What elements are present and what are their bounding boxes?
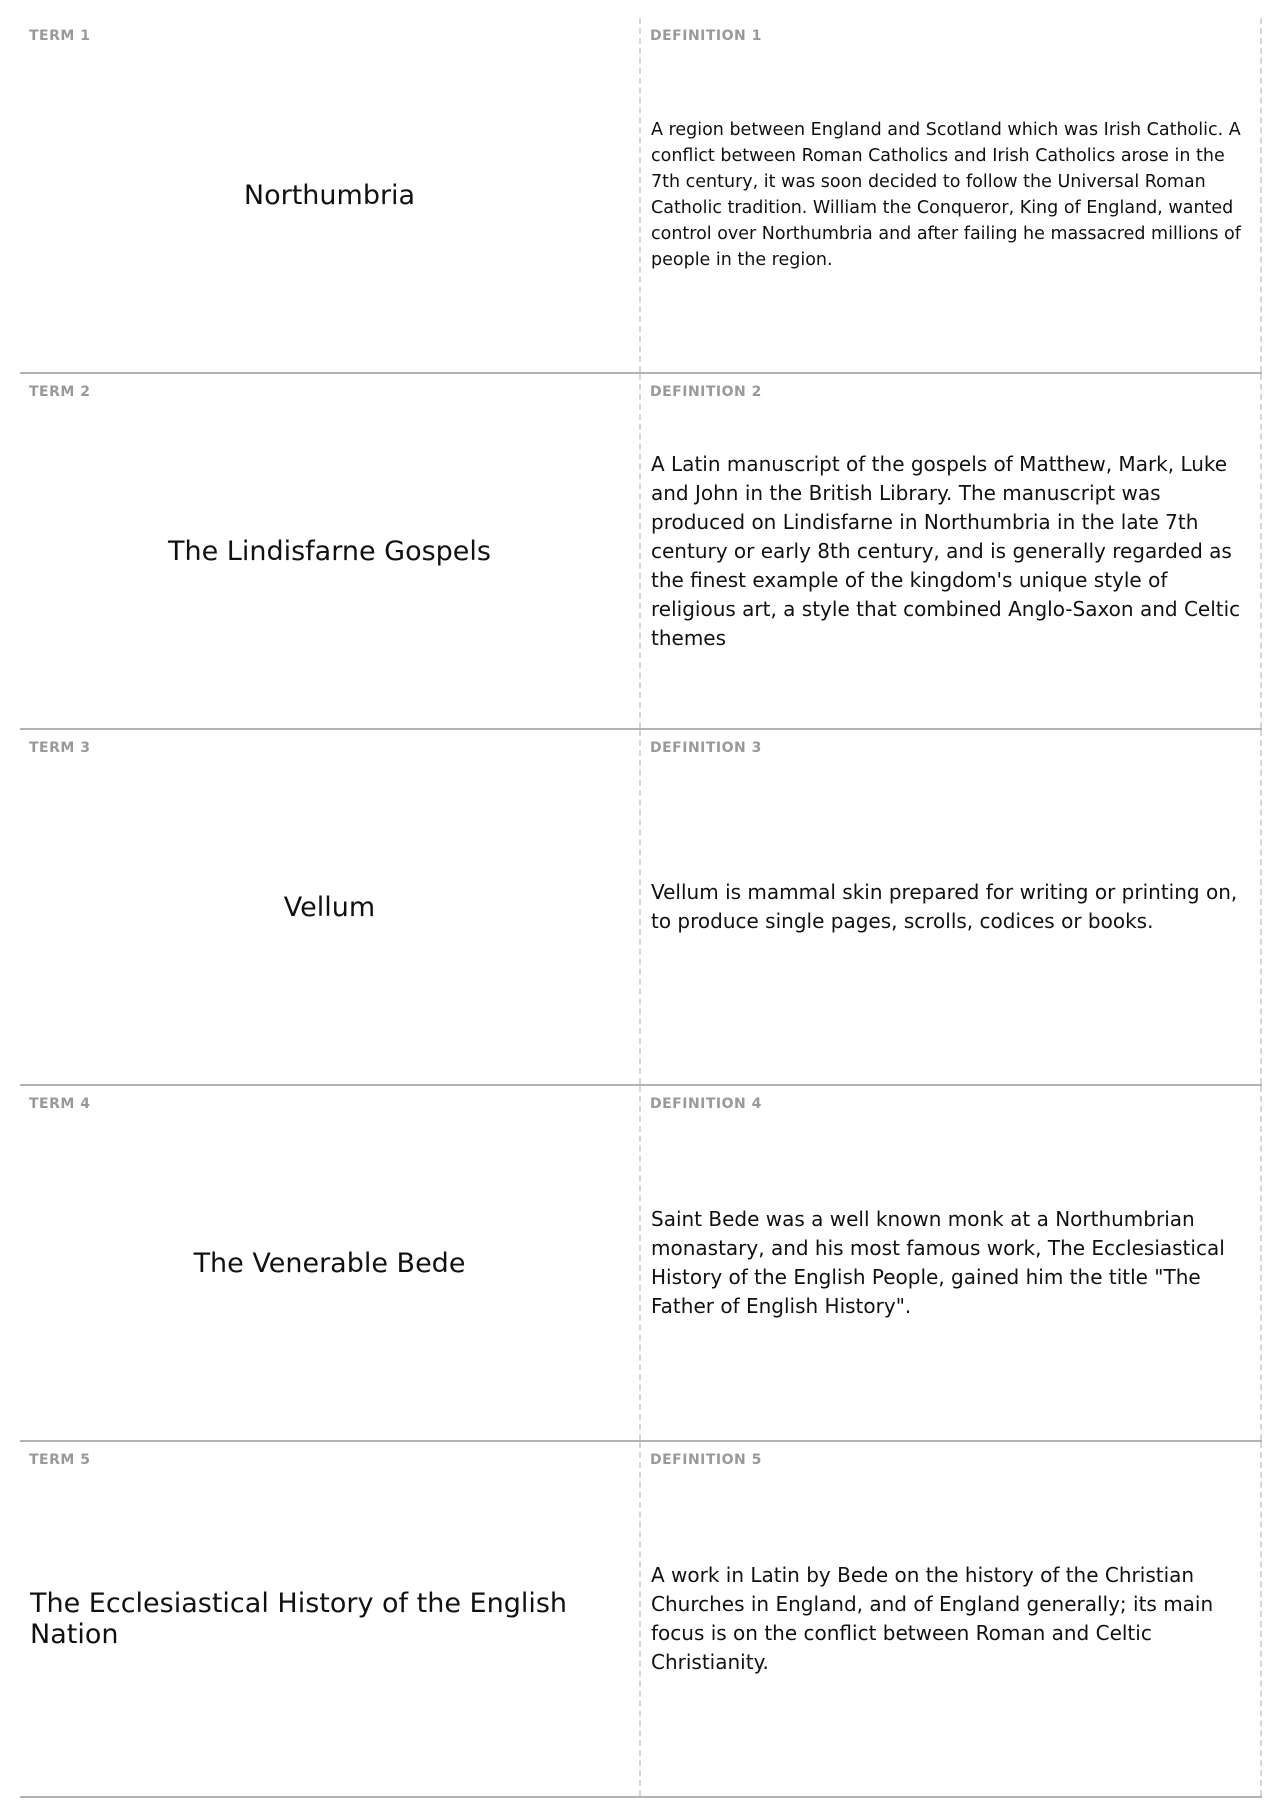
term-label: TERM 4 — [29, 1096, 91, 1112]
term-cell-2 — [20, 374, 641, 728]
definition-label: DEFINITION 2 — [650, 384, 762, 400]
definition-label: DEFINITION 5 — [650, 1452, 762, 1468]
term-label: TERM 5 — [29, 1452, 91, 1468]
term-cell-4 — [20, 1086, 641, 1440]
definition-cell-3 — [641, 730, 1262, 1084]
definition-body — [641, 374, 1260, 728]
flashcard-sheet — [20, 18, 1262, 1798]
definition-body — [641, 18, 1260, 372]
term-cell-3 — [20, 730, 641, 1084]
term-text: Northumbria — [243, 179, 416, 211]
card-row-4 — [20, 1086, 1262, 1442]
card-row-1 — [20, 18, 1262, 374]
card-row-5 — [20, 1442, 1262, 1798]
definition-text: A Latin manuscript of the gospels of Matthew, Mark, Luke and John in the British Library. The manuscript was produced on Lindisfarne in Northumbria in the late 7th century or early 8th century, and is generally regarded as the finest example of the kingdom's unique style of religious art, a style that combined Anglo-Saxon and Celtic themes — [651, 451, 1241, 650]
term-label: TERM 3 — [29, 740, 91, 756]
definition-body — [641, 1086, 1260, 1440]
definition-label: DEFINITION 1 — [650, 28, 762, 44]
definition-cell-4 — [641, 1086, 1262, 1440]
term-text: Vellum — [283, 891, 376, 923]
term-cell-5 — [20, 1442, 641, 1796]
definition-body — [641, 1442, 1260, 1796]
definition-body — [641, 730, 1260, 1084]
term-cell-1 — [20, 18, 641, 372]
definition-text: Vellum is mammal skin prepared for writing or printing on, to produce single pages, scrolls, codices or books. — [651, 880, 1238, 933]
term-text: The Venerable Bede — [193, 1247, 466, 1279]
definition-cell-2 — [641, 374, 1262, 728]
definition-cell-5 — [641, 1442, 1262, 1796]
definition-label: DEFINITION 4 — [650, 1096, 762, 1112]
definition-text: A region between England and Scotland which was Irish Catholic. A conflict between Roman Catholics and Irish Catholics arose in the 7th century, it was soon decided to follow the Universal Roman Catholic tradition. William the Conqueror, King of England, wanted control over Northumbria and after failing he massacred millions of people in the region. — [651, 120, 1241, 270]
card-row-2 — [20, 374, 1262, 730]
definition-label: DEFINITION 3 — [650, 740, 762, 756]
definition-cell-1 — [641, 18, 1262, 372]
term-text: The Lindisfarne Gospels — [168, 535, 491, 567]
term-text: The Ecclesiastical History of the English Nation — [30, 1588, 568, 1650]
term-label: TERM 2 — [29, 384, 91, 400]
definition-text: Saint Bede was a well known monk at a Northumbrian monastary, and his most famous work, The Ecclesiastical History of the English People, gained him the title "The Father of English History". — [651, 1207, 1225, 1318]
card-row-3 — [20, 730, 1262, 1086]
term-label: TERM 1 — [29, 28, 91, 44]
definition-text: A work in Latin by Bede on the history of the Christian Churches in England, and of England generally; its main focus is on the conflict between Roman and Celtic Christianity. — [651, 1563, 1214, 1674]
